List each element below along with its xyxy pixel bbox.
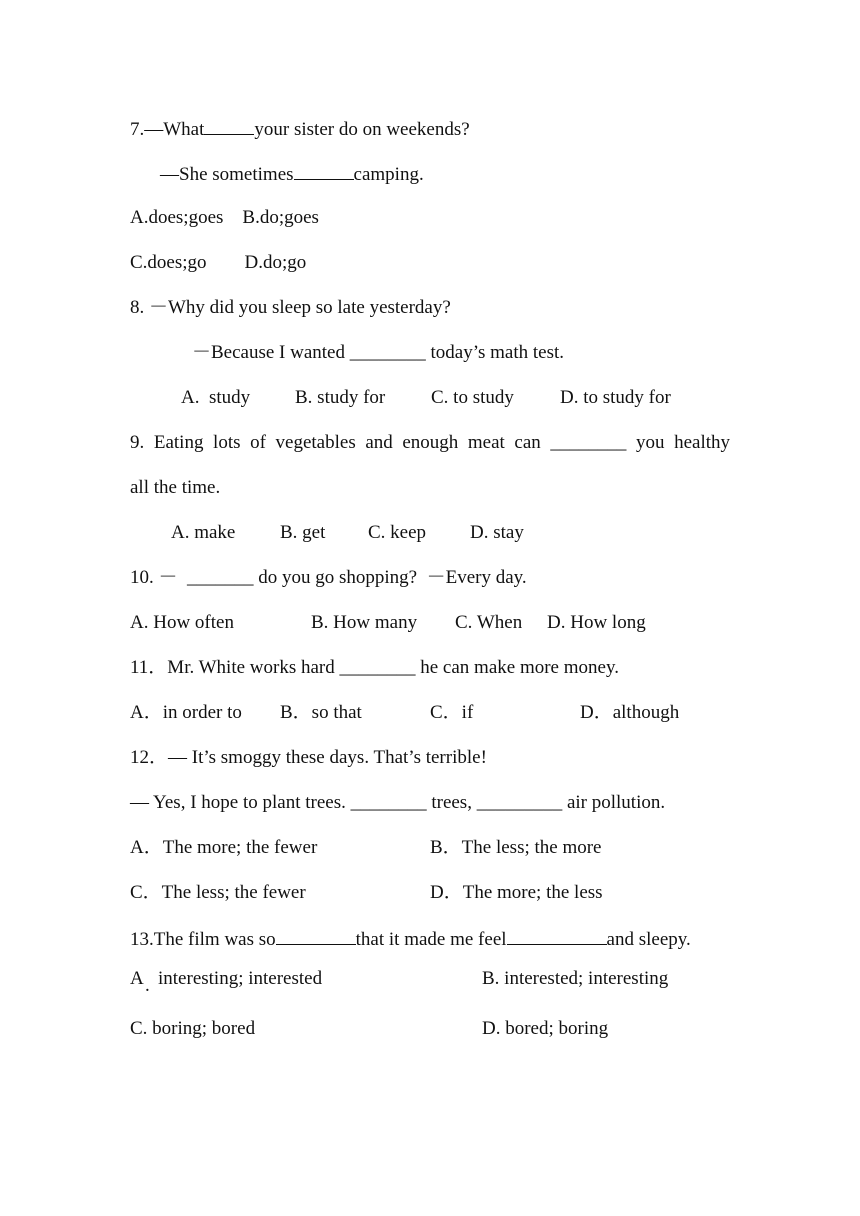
- question-13-option-d: D. bored; boring: [482, 1018, 609, 1039]
- question-13-option-a-dot: .: [145, 975, 150, 996]
- question-10-option-b: B. How many: [311, 612, 418, 633]
- question-11-option-b: B．so that: [280, 702, 362, 723]
- question-11-option-a: A．in order to: [130, 702, 242, 723]
- q13-stem-part: and sleepy.: [606, 929, 691, 950]
- question-12-stem: 12．— It’s smoggy these days. That’s terrible!: [130, 747, 487, 768]
- question-11-option-d: D．although: [580, 702, 680, 723]
- question-9-stem: 9. Eating lots of vegetables and enough meat can ________ you healthy: [130, 432, 730, 453]
- question-10-stem: 10. － _______ do you go shopping? －Every day.: [130, 567, 527, 588]
- question-10-option-a: A. How often: [130, 612, 234, 633]
- question-13-option-c: C. boring; bored: [130, 1018, 256, 1039]
- q7-reply-part: —She sometimes: [160, 164, 294, 185]
- q13-stem-part: 13.The film was so: [130, 929, 276, 950]
- question-7-stem: [130, 116, 470, 142]
- answer-blank: [204, 116, 254, 135]
- q7-stem-part: 7.—What: [130, 119, 205, 140]
- question-8-option-d: D. to study for: [560, 387, 671, 408]
- q13-stem-part: that it made me feel: [355, 929, 507, 950]
- question-8-stem: 8. －Why did you sleep so late yesterday?: [130, 297, 451, 318]
- question-10-option-d: D. How long: [547, 612, 646, 633]
- question-9-option-a: A. make: [171, 522, 236, 543]
- question-9-option-c: C. keep: [368, 522, 427, 543]
- question-9-option-b: B. get: [280, 522, 326, 543]
- question-8-reply: －Because I wanted ________ today’s math test.: [192, 342, 565, 363]
- question-9-option-d: D. stay: [470, 522, 524, 543]
- q7-stem-part: your sister do on weekends?: [254, 119, 470, 140]
- question-12-reply: — Yes, I hope to plant trees. ________ trees, _________ air pollution.: [130, 792, 666, 813]
- question-12-option-b: B．The less; the more: [430, 837, 602, 858]
- question-12-option-c: C．The less; the fewer: [130, 882, 306, 903]
- question-13-stem: [130, 926, 691, 952]
- answer-blank: [294, 161, 354, 180]
- question-8-option-b: B. study for: [295, 387, 386, 408]
- question-11-stem: 11．Mr. White works hard ________ he can make more money.: [130, 657, 619, 678]
- question-8-option-c: C. to study: [431, 387, 514, 408]
- question-13-option-a-letter: A: [130, 968, 144, 989]
- question-9-stem-continued: all the time.: [130, 477, 221, 498]
- question-10-option-c: C. When: [455, 612, 523, 633]
- question-13-option-b: B. interested; interesting: [482, 968, 669, 989]
- question-7-options-row1: A.does;goes B.do;goes: [130, 207, 319, 228]
- question-13-option-a: interesting; interested: [158, 968, 323, 989]
- q7-reply-part: camping.: [353, 164, 424, 185]
- question-8-option-a: A. study: [181, 387, 251, 408]
- question-7-options-row2: C.does;go D.do;go: [130, 252, 307, 273]
- question-12-option-d: D．The more; the less: [430, 882, 603, 903]
- question-11-option-c: C．if: [430, 702, 474, 723]
- question-7-reply: [160, 161, 424, 187]
- question-12-option-a: A．The more; the fewer: [130, 837, 318, 858]
- answer-blank: [276, 926, 356, 945]
- answer-blank: [507, 926, 607, 945]
